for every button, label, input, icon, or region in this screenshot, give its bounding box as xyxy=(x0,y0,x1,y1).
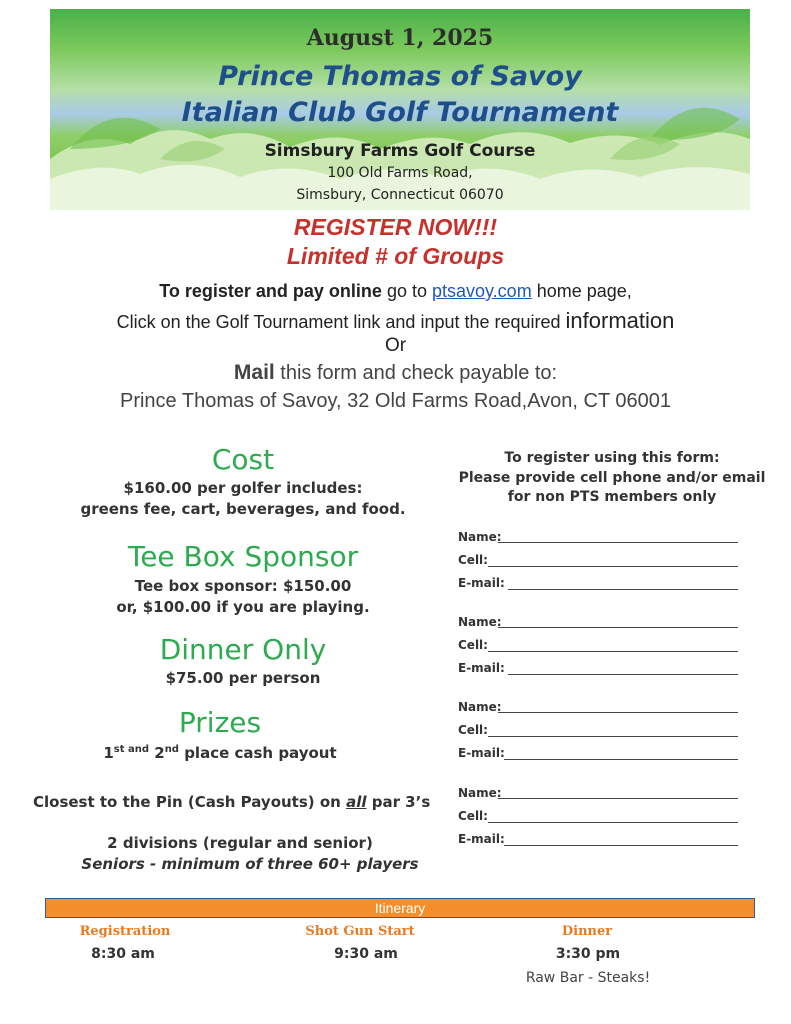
tee-box-heading: Tee Box Sponsor xyxy=(127,540,359,573)
itinerary-bar: Itinerary xyxy=(45,898,755,918)
closest-to-pin xyxy=(33,793,443,811)
prizes-heading: Prizes xyxy=(178,706,262,739)
form-intro-3: for non PTS members only xyxy=(507,489,717,505)
name-field[interactable] xyxy=(498,712,738,713)
information-word: information xyxy=(565,308,675,333)
closest-post: par 3’s xyxy=(366,793,431,811)
form-intro-2: Please provide cell phone and/or email xyxy=(458,470,766,486)
limited-groups-heading: Limited # of Groups xyxy=(286,243,505,269)
tee-box-line-1: Tee box sponsor: $150.00 xyxy=(134,577,352,595)
name-field[interactable] xyxy=(498,798,738,799)
cell-field[interactable] xyxy=(488,566,738,567)
course-name: Simsbury Farms Golf Course xyxy=(264,141,536,161)
course-address-line-1: 100 Old Farms Road, xyxy=(327,165,473,181)
email-label: E-mail: xyxy=(458,746,505,760)
ptsavoy-link[interactable]: ptsavoy.com xyxy=(431,281,532,301)
golf-link-text: Click on the Golf Tournament link and input the required xyxy=(116,312,566,332)
itinerary-dinner-label: Dinner xyxy=(561,924,613,939)
or-text: Or xyxy=(384,335,407,356)
name-field[interactable] xyxy=(498,627,738,628)
email-label: E-mail: xyxy=(458,576,505,590)
event-date: August 1, 2025 xyxy=(306,25,494,51)
itinerary-registration-time: 8:30 am xyxy=(91,946,155,962)
mail-address: Prince Thomas of Savoy, 32 Old Farms Road,Avon, CT 06001 xyxy=(119,390,671,412)
online-instructions-bold: To register and pay online xyxy=(159,281,382,301)
golf-link-instructions xyxy=(0,308,791,334)
itinerary-dinner-time: 3:30 pm xyxy=(555,946,621,962)
email-label: E-mail: xyxy=(458,832,505,846)
email-field[interactable] xyxy=(504,759,738,760)
course-address-line-2: Simsbury, Connecticut 06070 xyxy=(296,187,504,203)
prizes-line xyxy=(20,744,420,762)
online-instructions xyxy=(0,281,791,302)
title-line-2: Italian Club Golf Tournament xyxy=(181,97,619,128)
divisions-line-2: Seniors - minimum of three 60+ players xyxy=(81,855,419,873)
cell-label: Cell: xyxy=(458,809,488,823)
name-label: Name: xyxy=(458,786,502,800)
title-line-1: Prince Thomas of Savoy xyxy=(218,61,582,92)
cost-line-2: greens fee, cart, beverages, and food. xyxy=(80,500,406,518)
form-intro-1: To register using this form: xyxy=(504,450,720,466)
email-field[interactable] xyxy=(504,845,738,846)
divisions-line-1: 2 divisions (regular and senior) xyxy=(107,834,373,852)
prize-first-sup: st and xyxy=(113,744,150,755)
name-label: Name: xyxy=(458,615,502,629)
prize-second: 2 xyxy=(149,744,165,762)
cell-label: Cell: xyxy=(458,553,488,567)
register-now-heading: REGISTER NOW!!! xyxy=(293,214,498,240)
banner xyxy=(50,9,750,210)
prize-rest: place cash payout xyxy=(178,744,337,762)
cell-field[interactable] xyxy=(488,736,738,737)
cell-field[interactable] xyxy=(488,822,738,823)
cost-heading: Cost xyxy=(211,443,275,476)
cell-label: Cell: xyxy=(458,638,488,652)
online-instructions-end: home page, xyxy=(531,281,632,301)
itinerary-registration-label: Registration xyxy=(79,924,171,939)
email-field[interactable] xyxy=(508,589,738,590)
mail-rest: this form and check payable to: xyxy=(274,362,558,384)
cell-label: Cell: xyxy=(458,723,488,737)
prize-second-sup: nd xyxy=(164,744,179,755)
name-field[interactable] xyxy=(498,542,738,543)
dinner-only-line: $75.00 per person xyxy=(165,669,321,687)
itinerary-dinner-note: Raw Bar - Steaks! xyxy=(525,970,651,986)
closest-pre: Closest to the Pin (Cash Payouts) on xyxy=(33,793,347,811)
email-label: E-mail: xyxy=(458,661,505,675)
closest-emph: all xyxy=(346,793,367,811)
prize-first: 1 xyxy=(103,744,114,762)
email-field[interactable] xyxy=(508,674,738,675)
mail-instructions xyxy=(0,361,791,385)
cell-field[interactable] xyxy=(488,651,738,652)
online-instructions-mid: go to xyxy=(381,281,432,301)
itinerary-shotgun-time: 9:30 am xyxy=(334,946,398,962)
mail-bold: Mail xyxy=(233,361,275,384)
tee-box-line-2: or, $100.00 if you are playing. xyxy=(116,598,370,616)
cost-line-1: $160.00 per golfer includes: xyxy=(123,479,363,497)
itinerary-shotgun-label: Shot Gun Start xyxy=(305,924,415,939)
name-label: Name: xyxy=(458,700,502,714)
dinner-only-heading: Dinner Only xyxy=(159,633,327,666)
name-label: Name: xyxy=(458,530,502,544)
